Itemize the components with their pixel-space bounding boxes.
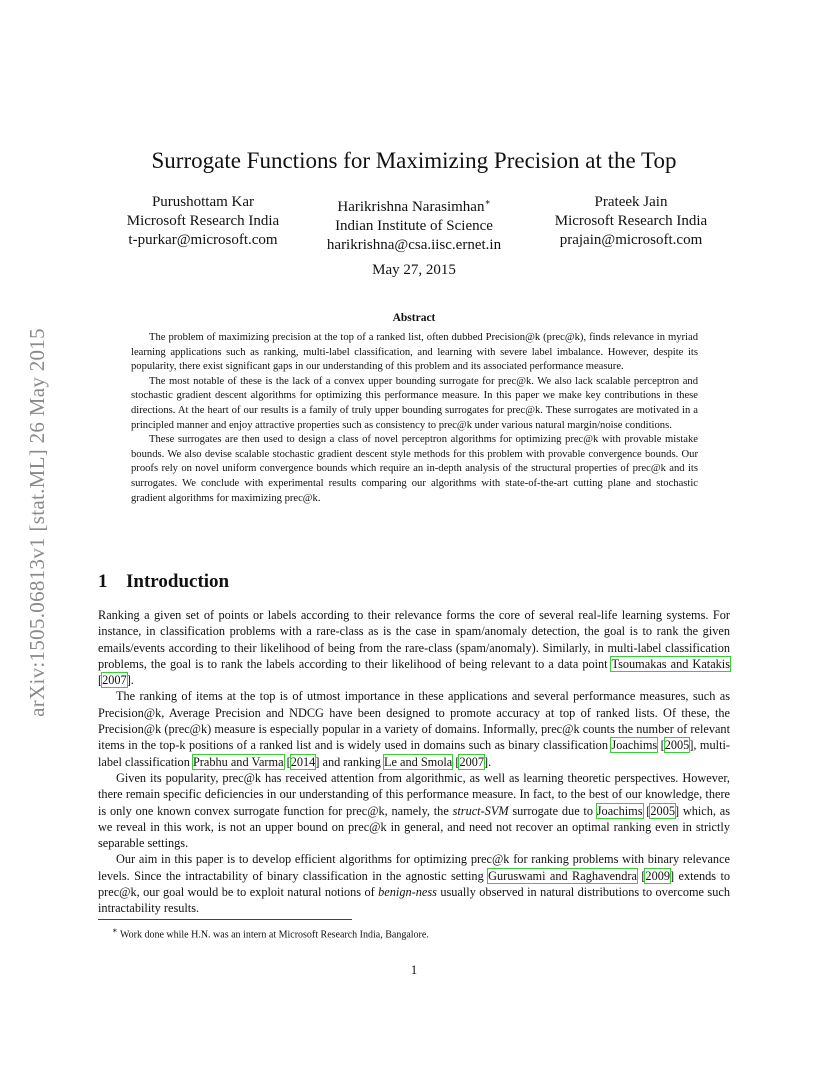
author-email[interactable]: prajain@microsoft.com <box>559 232 703 248</box>
author-block-2 <box>308 193 520 255</box>
author-name: Harikrishna Narasimhan∗ <box>337 197 491 215</box>
body-paragraph: The ranking of items at the top is of utmost importance in these applications and several performance measures, such as Precision@k, Average Precision and NDCG have been designed to promote accuracy at top of ranked lists. Of these, the Precision@k (prec@k) measure is especially popular in a variety of domains. Informally, prec@k counts the number of relevant items in the top-k positions of a ranked list and is widely used in domains such as binary classification Joachims [2005], multi-label classification Prabhu and Varma [2014] and ranking Le and Smola [2007]. <box>98 689 730 769</box>
author-affiliation: Microsoft Research India <box>126 213 280 229</box>
author-affiliation: Indian Institute of Science <box>335 218 493 234</box>
abstract <box>131 331 698 506</box>
section-title: Introduction <box>126 571 230 592</box>
arxiv-stamp-text: arXiv:1505.06813v1 [stat.ML] 26 May 2015 <box>24 328 49 717</box>
footnote <box>112 925 429 941</box>
citation-link[interactable]: Prabhu and Varma <box>192 754 284 769</box>
citation-year-link[interactable]: 2014 <box>290 754 316 769</box>
citation-year-link[interactable]: 2005 <box>664 738 690 753</box>
body-paragraph: Ranking a given set of points or labels according to their relevance forms the core of several real-life learning systems. For instance, in classification problems with a rare-class as is the case in spam/anomaly detection, the goal is to rank the given emails/events according to their likelihood of being from the rare-class (spam/anomaly). Similarly, in multi-label classification problems, the goal is to rank the labels according to their likelihood of being relevant to a data point Tsoumakas and Katakis [2007]. <box>98 608 731 688</box>
citation-link[interactable]: Joachims <box>596 803 643 818</box>
footnote-rule <box>98 919 352 920</box>
footnote-text: Work done while H.N. was an intern at Microsoft Research India, Bangalore. <box>117 929 429 941</box>
footnote-mark: ∗ <box>112 926 118 935</box>
author-name: Purushottam Kar <box>151 194 255 210</box>
citation-year-link[interactable]: 2005 <box>650 803 675 818</box>
author-email[interactable]: t-purkar@microsoft.com <box>128 232 278 248</box>
author-block-1 <box>100 193 306 250</box>
section-heading <box>98 571 229 593</box>
page-number: 1 <box>410 963 418 977</box>
author-name: Prateek Jain <box>594 194 668 210</box>
abstract-paragraph: The most notable of these is the lack of a convex upper bounding surrogate for prec@k. We also lack scalable perceptron and stochastic gradient descent algorithms for optimizing this performance measure. In this paper we make key contributions in these directions. At the heart of our results is a family of truly upper bounding surrogates for prec@k. These surrogates are motivated in a principled manner and enjoy attractive properties such as consistency to prec@k under various natural margin/noise conditions. <box>131 375 698 431</box>
citation-link[interactable]: Guruswami and Raghavendra <box>488 868 637 883</box>
footnote-mark: ∗ <box>484 197 491 207</box>
paper-title: Surrogate Functions for Maximizing Precision at the Top <box>151 148 677 173</box>
citation-year-link[interactable]: 2007 <box>102 673 127 688</box>
abstract-paragraph: These surrogates are then used to design a class of novel perceptron algorithms for optimizing prec@k with provable mistake bounds. We also devise scalable stochastic gradient descent style methods for this problem with provable convergence bounds. Our proofs rely on novel uniform convergence bounds which require an in-depth analysis of the structural properties of prec@k and its surrogates. We conclude with experimental results comparing our algorithms with state-of-the-art cutting plane and stochastic gradient algorithms for maximizing prec@k. <box>131 434 698 504</box>
arxiv-stamp <box>20 270 54 775</box>
body-paragraph: Given its popularity, prec@k has received attention from algorithmic, as well as learning theoretic perspectives. However, there remain specific deficiencies in our understanding of this performance measure. In fact, to the best of our knowledge, there is only one known convex surrogate function for prec@k, namely, the struct-SVM surrogate due to Joachims [2005] which, as we reveal in this work, is not an upper bound on prec@k in general, and need not recover an optimal ranking even in strictly separable settings. <box>98 770 731 851</box>
citation-link[interactable]: Tsoumakas and Katakis <box>611 656 731 671</box>
author-affiliation: Microsoft Research India <box>554 213 708 229</box>
paper-date: May 27, 2015 <box>372 262 456 278</box>
abstract-heading: Abstract <box>392 312 436 324</box>
section-number: 1 <box>98 571 108 592</box>
emphasis: benign-ness <box>378 885 437 900</box>
citation-link[interactable]: Le and Smola <box>383 754 453 769</box>
intro-body <box>98 607 730 917</box>
citation-link[interactable]: Joachims <box>611 738 658 753</box>
body-paragraph: Our aim in this paper is to develop efficient algorithms for optimizing prec@k for ranking problems with binary relevance levels. Since the intractability of binary classification in the agnostic setting Guruswami and Raghavendra [2009] extends to prec@k, our goal would be to exploit natural notions of benign-ness usually observed in natural distributions to overcome such intractability results. <box>98 852 731 916</box>
citation-year-link[interactable]: 2007 <box>459 754 485 769</box>
emphasis: struct-SVM <box>452 803 509 818</box>
author-email[interactable]: harikrishna@csa.iisc.ernet.in <box>326 237 502 253</box>
abstract-paragraph: The problem of maximizing precision at the top of a ranked list, often dubbed Precision@k (prec@k), finds relevance in myriad learning applications such as ranking, multi-label classification, and learning with severe label imbalance. However, despite its popularity, there exist significant gaps in our understanding of this problem and its associated performance measure. <box>131 332 698 373</box>
author-block-3 <box>528 193 734 250</box>
citation-year-link[interactable]: 2009 <box>645 868 671 883</box>
